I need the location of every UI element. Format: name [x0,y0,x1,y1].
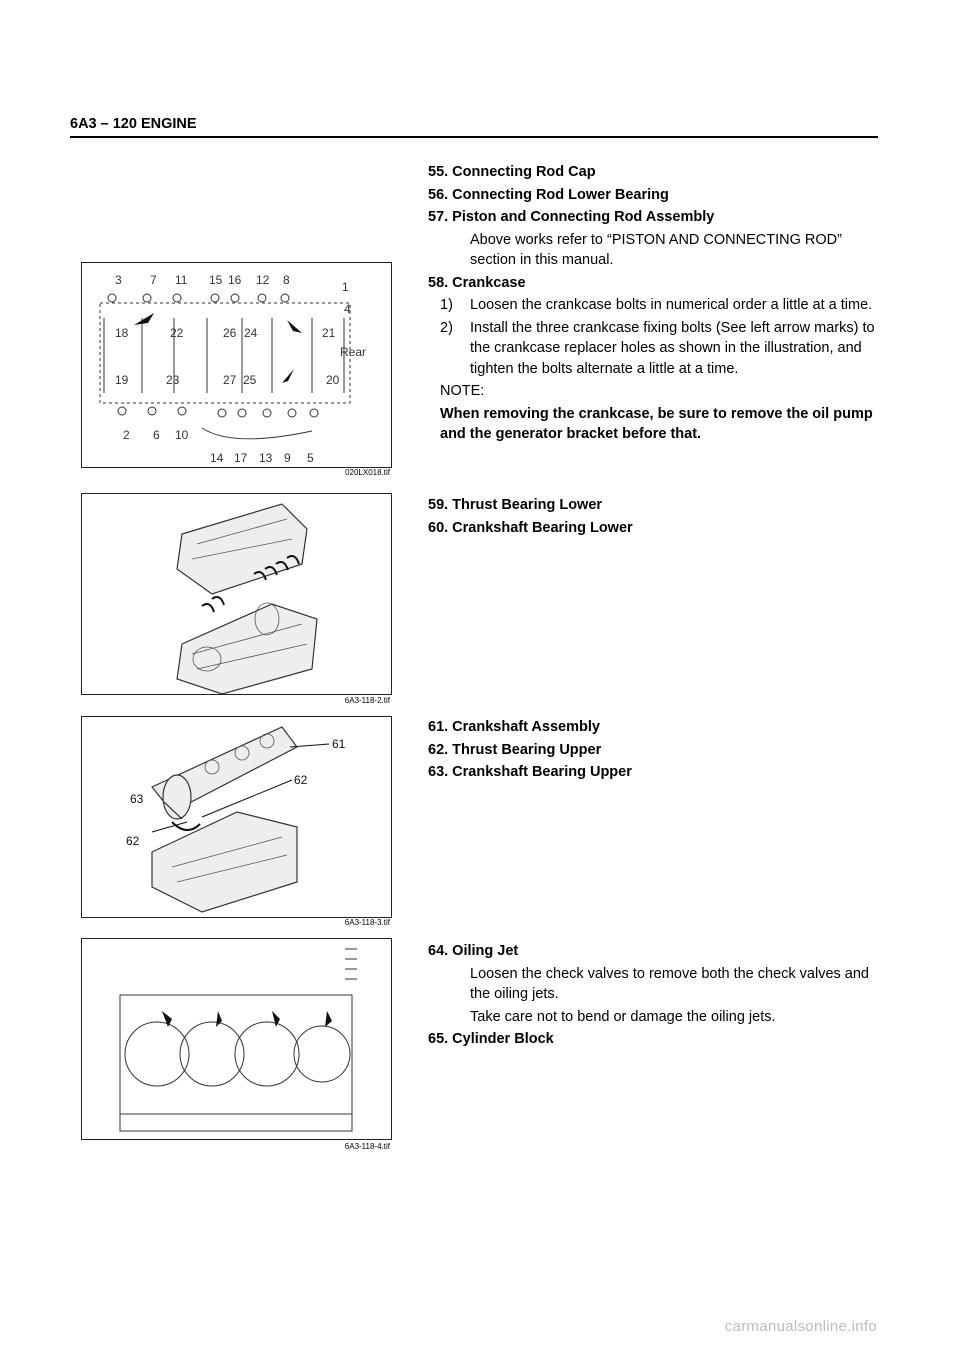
crankcase-exploded-illustration [82,494,391,694]
figure-caption: 6A3-118-3.tif [344,918,390,927]
item-64: 64. Oiling Jet [428,943,519,959]
callout-10: 10 [175,428,189,442]
step-1-number: 1) [440,297,453,313]
item-65: 65. Cylinder Block [428,1031,554,1047]
crankcase-bolt-diagram [82,263,391,467]
callout-3: 3 [115,273,122,287]
step-2-number: 2) [440,319,453,336]
rear-label: Rear [340,345,367,359]
step-2 [428,318,878,380]
cylinder-block-illustration [82,939,391,1139]
callout-27: 27 [223,373,237,387]
section-oiling-jet [428,941,878,1050]
figure-caption: 6A3-118-2.tif [344,696,390,705]
callout-23: 23 [166,373,180,387]
item-59: 59. Thrust Bearing Lower [428,497,603,513]
item-62: 62. Thrust Bearing Upper [428,741,602,758]
callout-18: 18 [115,326,129,340]
header-rule [70,136,878,138]
callout-25: 25 [243,373,257,387]
section-crankcase [428,162,878,445]
oiling-jet-figure [81,938,392,1140]
step-2-text: Install the three crankcase fixing bolts (See left arrow marks) to the crankcase replacer holes as shown in the illustration, and tighten the bolts alternate a little at a time. [470,319,875,377]
callout-12: 12 [256,273,270,287]
callout-63: 63 [130,792,144,806]
page-header: 6A3 – 120 ENGINE [70,116,197,132]
callout-8: 8 [283,273,290,287]
note-text: When removing the crankcase, be sure to remove the oil pump and the generator bracket before that. [440,405,873,442]
callout-19: 19 [115,373,129,387]
callout-62-upper: 62 [294,773,308,787]
callout-16: 16 [228,273,242,287]
figure-caption: 6A3-118-4.tif [344,1142,390,1151]
callout-17: 17 [234,451,248,465]
callout-61: 61 [332,737,346,751]
callout-6: 6 [153,428,160,442]
item-56: 56. Connecting Rod Lower Bearing [428,186,669,203]
callout-20: 20 [326,373,340,387]
callout-22: 22 [170,326,184,340]
callout-24: 24 [244,326,258,340]
callout-14: 14 [210,451,224,465]
step-1 [428,295,878,316]
crankcase-bolt-figure [81,262,392,468]
callout-21: 21 [322,326,336,340]
callout-5: 5 [307,451,314,465]
item-58: 58. Crankcase [428,274,526,291]
section-lower-bearings [428,495,878,538]
note-label: NOTE: [440,383,485,399]
item-64-text-2: Take care not to bend or damage the oiling jets. [470,1008,776,1025]
callout-4: 4 [344,302,351,316]
crankshaft-lower-figure [81,493,392,695]
callout-15: 15 [209,273,223,287]
watermark: carmanualsonline.info [724,1318,877,1335]
item-63: 63. Crankshaft Bearing Upper [428,764,632,780]
item-64-text-1: Loosen the check valves to remove both the check valves and the oiling jets. [470,965,869,1002]
callout-11: 11 [175,273,188,287]
crankshaft-upper-figure [81,716,392,918]
callout-2: 2 [123,428,130,442]
item-55: 55. Connecting Rod Cap [428,164,596,180]
step-1-text: Loosen the crankcase bolts in numerical order a little at a time. [470,297,873,313]
callout-13: 13 [259,451,273,465]
figure-caption: 020LX018.tif [345,468,390,477]
item-57: 57. Piston and Connecting Rod Assembly [428,209,715,225]
callout-26: 26 [223,326,237,340]
item-61: 61. Crankshaft Assembly [428,719,600,735]
callout-62-lower: 62 [126,834,140,848]
item-60: 60. Crankshaft Bearing Lower [428,519,633,536]
item-57-text: Above works refer to “PISTON AND CONNECTING ROD” section in this manual. [470,231,842,268]
callout-7: 7 [150,273,157,287]
section-crankshaft [428,717,878,783]
callout-1: 1 [342,280,349,294]
callout-9: 9 [284,451,291,465]
crankshaft-assembly-illustration [82,717,391,917]
